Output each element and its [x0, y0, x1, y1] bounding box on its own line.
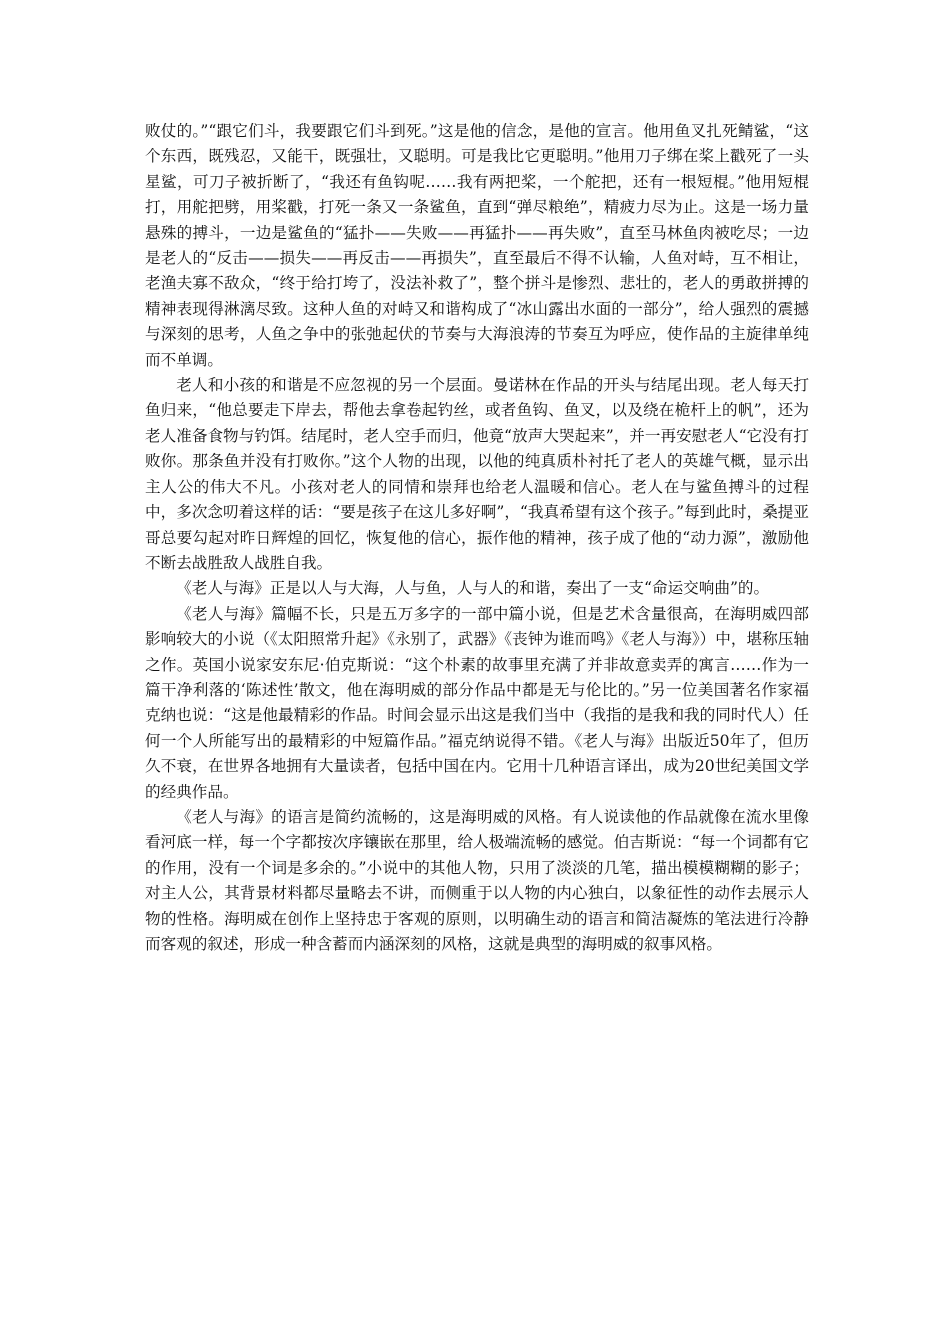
paragraph-4: 《老人与海》篇幅不长，只是五万多字的一部中篇小说，但是艺术含量很高，在海明威四部影响较大的小说（《太阳照常升起》《永别了，武器》《丧钟为谁而鸣》《老人与海》）中，堪称压轴之作。英国小说家安东尼·伯克斯说：“这个朴素的故事里充满了并非故意卖弄的寓言……作为一篇干净利落的‘陈述性’散文，他在海明威的部分作品中都是无与伦比的。”另一位美国著名作家福克纳也说：“这是他最精彩的作品。时间会显示出这是我们当中（我指的是我和我的同时代人）任何一个人所能写出的最精彩的中短篇作品。”福克纳说得不错。《老人与海》出版近50年了，但历久不衰，在世界各地拥有大量读者，包括中国在内。它用十几种语言译出，成为20世纪美国文学的经典作品。	[145, 604, 809, 801]
document-body	[145, 119, 809, 957]
paragraph-3: 《老人与海》正是以人与大海，人与鱼，人与人的和谐，奏出了一支“命运交响曲”的。	[176, 579, 770, 598]
paragraph-5: 《老人与海》的语言是简约流畅的，这是海明威的风格。有人说读他的作品就像在流水里像看河底一样，每一个字都按次序镶嵌在那里，给人极端流畅的感觉。伯吉斯说：“每一个词都有它的作用，没有一个词是多余的。”小说中的其他人物，只用了淡淡的几笔，描出模模糊糊的影子；对主人公，其背景材料都尽量略去不讲，而侧重于以人物的内心独白，以象征性的动作去展示人物的性格。海明威在创作上坚持忠于客观的原则，以明确生动的语言和简洁凝炼的笔法进行冷静而客观的叙述，形成一种含蓄而内涵深刻的风格，这就是典型的海明威的叙事风格。	[145, 807, 809, 953]
paragraph-2: 老人和小孩的和谐是不应忽视的另一个层面。曼诺林在作品的开头与结尾出现。老人每天打鱼归来，“他总要走下岸去，帮他去拿卷起钓丝，或者鱼钩、鱼叉，以及绕在桅杆上的帆”，还为老人准备食物与钓饵。结尾时，老人空手而归，他竟“放声大哭起来”，并一再安慰老人“它没有打败你。那条鱼并没有打败你。”这个人物的出现，以他的纯真质朴衬托了老人的英雄气概，显示出主人公的伟大不凡。小孩对老人的同情和崇拜也给老人温暖和信心。老人在与鲨鱼搏斗的过程中，多次念叨着这样的话：“要是孩子在这儿多好啊”，“我真希望有这个孩子。”每到此时，桑提亚哥总要勾起对昨日辉煌的回忆，恢复他的信心，振作他的精神，孩子成了他的“动力源”，激励他不断去战胜敌人战胜自我。	[145, 376, 809, 572]
paragraph-1: 败仗的。”“跟它们斗，我要跟它们斗到死。”这是他的信念，是他的宣言。他用鱼叉扎死鲭鲨，“这个东西，既残忍，又能干，既强壮，又聪明。可是我比它更聪明。”他用刀子绑在桨上戳死了一头星鲨，可刀子被折断了，“我还有鱼钩呢……我有两把桨，一个舵把，还有一根短棍。”他用短棍打，用舵把劈，用桨戳，打死一条又一条鲨鱼，直到“弹尽粮绝”，精疲力尽为止。这是一场力量悬殊的搏斗，一边是鲨鱼的“猛扑——失败——再猛扑——再失败”，直至马林鱼肉被吃尽；一边是老人的“反击——损失——再反击——再损失”，直至最后不得不认输，人鱼对峙，互不相让，老渔夫寡不敌众，“终于给打垮了，没法补救了”，整个拼斗是惨烈、悲壮的，老人的勇敢拼搏的精神表现得淋漓尽致。这种人鱼的对峙又和谐构成了“冰山露出水面的一部分”，给人强烈的震撼与深刻的思考，人鱼之争中的张弛起伏的节奏与大海浪涛的节奏互为呼应，使作品的主旋律单纯而不单调。	[145, 122, 809, 369]
